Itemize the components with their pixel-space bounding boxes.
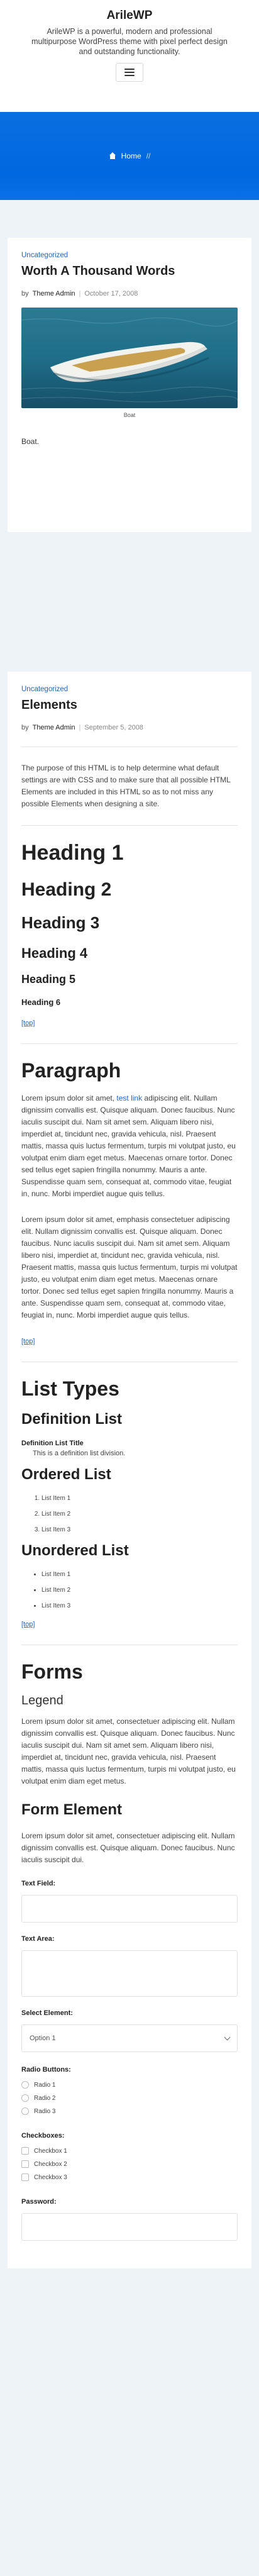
definition-list-title: Definition List (21, 1411, 122, 1428)
hamburger-icon (124, 69, 135, 76)
heading-3: Heading 3 (21, 913, 100, 932)
dl-description: This is a definition list division. (33, 1450, 126, 1457)
paragraph: Lorem ipsum dolor sit amet, consectetuer adipiscing elit. Nullam dignissim convallis est. Quisque aliquam. Donec faucibus. Nunc iaculis suscipit dui. Nam sit amet sem. Aliquam libero nisi, imperdiet at, tincidunt nec, gravida vehicula, nisl. Praesent mattis, massa quis luctus fermentum, turpis mi volutpat justo, eu volutpat enim diam eget metus. (21, 1717, 236, 1785)
checkboxes-label: Checkboxes: (21, 2132, 65, 2140)
select-label: Select Element: (21, 2009, 73, 2017)
list-item: • List Item 3 (41, 1602, 238, 1609)
divider (21, 1043, 238, 1044)
image-caption: Boat (123, 412, 136, 418)
checkbox-icon[interactable] (21, 2174, 29, 2181)
post-intro: The purpose of this HTML is to help determine what default settings are with CSS and to make sure that all possible HTML Elements are included in this HTML so as to not miss any possible Elements when designing a site. (21, 763, 231, 808)
post-meta (21, 290, 238, 297)
breadcrumb (109, 152, 151, 160)
page-hero (0, 112, 259, 200)
radio-icon[interactable] (21, 2081, 29, 2089)
checkbox-option[interactable]: Checkbox 1 (21, 2147, 238, 2155)
meta-by: by (21, 290, 29, 297)
post-author-link[interactable]: Theme Admin (32, 724, 75, 731)
post-title[interactable]: Elements (21, 698, 77, 712)
heading-4: Heading 4 (21, 945, 88, 961)
text-field-label: Text Field: (21, 1880, 56, 1887)
heading-6: Heading 6 (21, 997, 61, 1007)
password-label: Password: (21, 2198, 57, 2206)
unordered-list (41, 1571, 238, 1609)
list-item: 2. List Item 2 (41, 1511, 238, 1518)
site-header (0, 0, 259, 112)
home-icon (109, 152, 116, 160)
radio-option[interactable]: Radio 3 (21, 2107, 238, 2115)
text-field-input[interactable] (21, 1895, 238, 1923)
text-area-label: Text Area: (21, 1935, 55, 1943)
post-date[interactable]: September 5, 2008 (84, 724, 143, 731)
checkbox-option[interactable]: Checkbox 3 (21, 2174, 238, 2181)
post-title[interactable]: Worth A Thousand Words (21, 264, 175, 278)
dl-term: Definition List Title (21, 1440, 84, 1447)
heading-1: Heading 1 (21, 841, 124, 865)
chevron-down-icon (224, 2035, 231, 2041)
checkbox-option[interactable]: Checkbox 2 (21, 2160, 238, 2168)
ordered-list-title: Ordered List (21, 1466, 111, 1483)
meta-divider: | (79, 290, 81, 297)
breadcrumb-separator: // (146, 152, 151, 160)
section-title-list-types: List Types (21, 1377, 119, 1400)
paragraph: Lorem ipsum dolor sit amet, consectetuer adipiscing elit. Nullam dignissim convallis est. Quisque aliquam. Donec faucibus. Nunc iaculis suscipit dui. (21, 1831, 235, 1864)
list-item: 3. List Item 3 (41, 1526, 238, 1533)
radio-buttons-label: Radio Buttons: (21, 2066, 71, 2074)
meta-by: by (21, 724, 29, 731)
radio-option[interactable]: Radio 2 (21, 2094, 238, 2102)
unordered-list-title: Unordered List (21, 1542, 129, 1559)
site-title[interactable]: ArileWP (106, 9, 153, 22)
divider (21, 825, 238, 826)
post-card (8, 238, 251, 532)
list-item: • List Item 2 (41, 1587, 238, 1594)
post-meta (21, 724, 238, 731)
ordered-list (41, 1495, 238, 1533)
boat-image (21, 308, 238, 408)
select-value: Option 1 (30, 2035, 56, 2042)
password-input[interactable] (21, 2213, 238, 2241)
section-title-forms: Forms (21, 1660, 83, 1683)
post-author-link[interactable]: Theme Admin (32, 290, 75, 297)
section-title-paragraph: Paragraph (21, 1059, 121, 1082)
checkbox-icon[interactable] (21, 2147, 29, 2155)
heading-2: Heading 2 (21, 879, 112, 900)
form-element-title: Form Element (21, 1801, 123, 1818)
breadcrumb-home-link[interactable]: Home (121, 152, 141, 160)
post-date[interactable]: October 17, 2008 (84, 290, 138, 297)
checkbox-icon[interactable] (21, 2160, 29, 2168)
top-link[interactable]: [top] (21, 1621, 35, 1628)
paragraph: Lorem ipsum dolor sit amet, test link adipiscing elit. Nullam dignissim convallis est. Quisque aliquam. Donec faucibus. Nunc iaculis suscipit dui. Nam sit amet sem. Aliquam libero nisi, imperdiet at, tincidunt nec, gravida vehicula, nisl. Praesent mattis, massa quis luctus fermentum, turpis mi volutpat justo, eu volutpat enim diam eget metus. Maecenas ornare tortor. Donec sed tellus eget sapien fringilla nonummy. Mauris a ante. Suspendisse quam sem, consequat at, commodo vitae, feugiat in, nunc. Morbi imperdiet augue quis tellus. (21, 1094, 236, 1198)
post-excerpt: Boat. (21, 437, 40, 446)
select-element[interactable] (21, 2024, 238, 2052)
list-item: • List Item 1 (41, 1571, 238, 1578)
radio-icon[interactable] (21, 2107, 29, 2115)
top-link[interactable]: [top] (21, 1019, 35, 1027)
paragraph: Lorem ipsum dolor sit amet, emphasis consectetuer adipiscing elit. Nullam dignissim convallis est. Quisque aliquam. Donec faucibus. Nunc iaculis suscipit dui. Nam sit amet sem. Aliquam libero nisi, imperdiet at, tincidunt nec, gravida vehicula, nisl. Praesent mattis, massa quis luctus fermentum, turpis mi volutpat justo, eu volutpat enim diam eget metus. Maecenas ornare tortor. Donec sed tellus eget sapien fringilla nonummy. Mauris a ante. Suspendisse quam sem, consequat at, commodo vitae, feugiat in, nunc. Morbi imperdiet augue quis tellus. (21, 1215, 238, 1319)
post-card (8, 672, 251, 2268)
radio-icon[interactable] (21, 2094, 29, 2102)
site-description: ArileWP is a powerful, modern and professional multipurpose WordPress theme with pixel perfect design and outstanding functionality. (31, 27, 228, 56)
test-link[interactable]: test link (116, 1094, 143, 1102)
meta-divider: | (79, 724, 81, 731)
list-item: 1. List Item 1 (41, 1495, 238, 1502)
form-legend: Legend (21, 1694, 63, 1707)
post-category-link[interactable]: Uncategorized (21, 686, 69, 693)
radio-option[interactable]: Radio 1 (21, 2081, 238, 2089)
menu-toggle-button[interactable] (116, 63, 143, 82)
heading-5: Heading 5 (21, 973, 76, 985)
text-area-input[interactable] (21, 1950, 238, 1997)
post-category-link[interactable]: Uncategorized (21, 252, 69, 259)
top-link[interactable]: [top] (21, 1338, 35, 1345)
